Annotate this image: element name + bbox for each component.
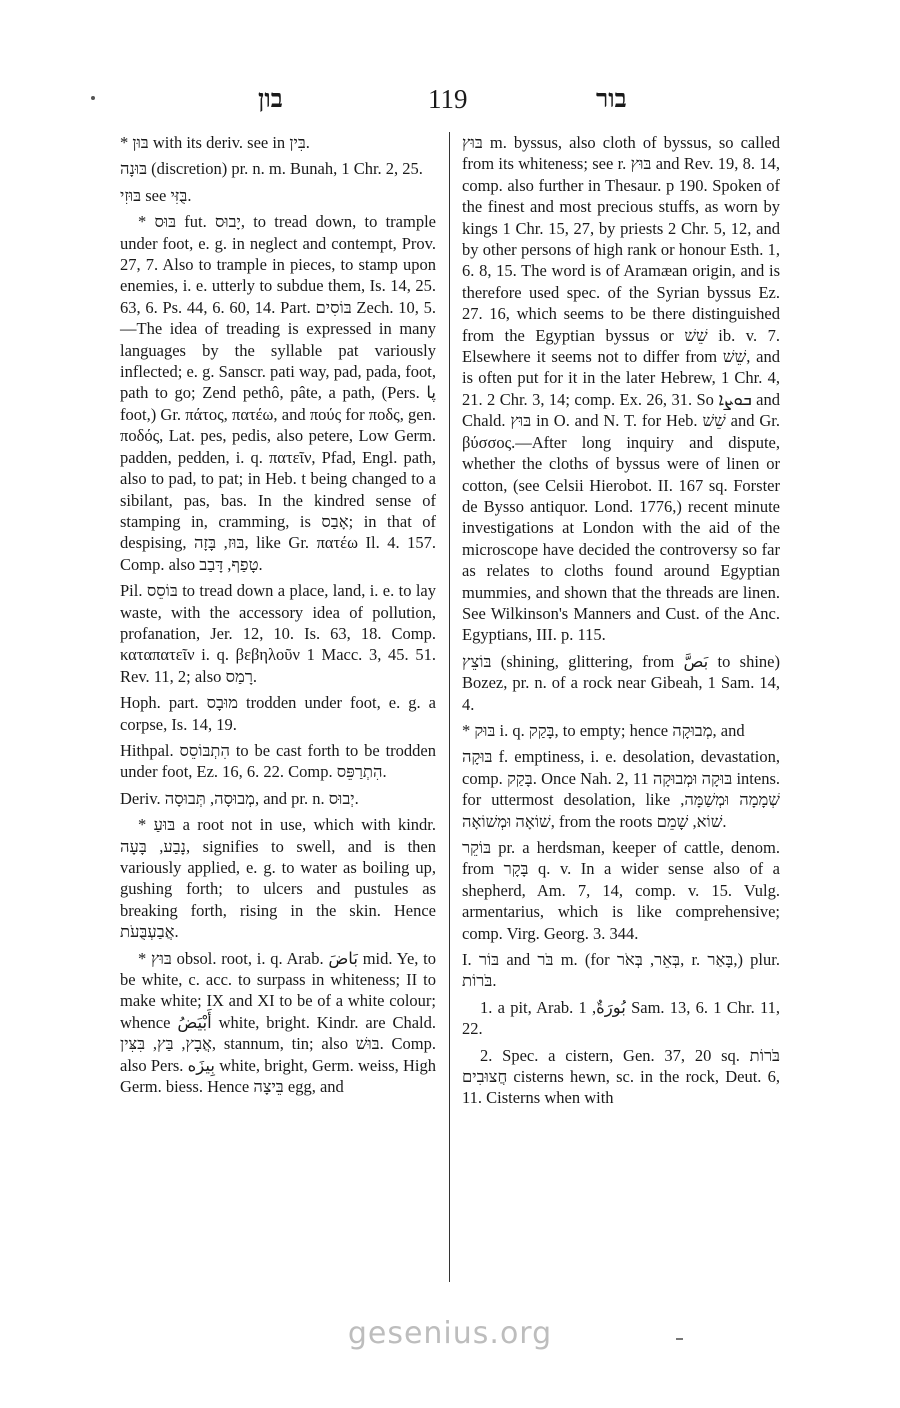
running-head-left: בון (258, 86, 283, 113)
entry-bun: * בּוּן with its deriv. see in בִּין. (120, 133, 310, 152)
entry-bua: * בּוּעַ a root not in use, which with kindr. נָבַע, בָּעָה, signifies to swell, and is then variously applied, e. g. to water as boiling up, gushing forth; to ulcers and pustules as breaking forth, rising in the skin. Hence אֲבַעְבֻּעֹת. (120, 815, 436, 942)
page-number: 119 (428, 84, 468, 114)
margin-dash (676, 1338, 683, 1340)
running-head-right: בור (596, 86, 627, 113)
entry-buq: * בּוּק i. q. בָּקַק, to empty; hence מְבוּקָה, and (462, 720, 745, 740)
page-header (0, 82, 900, 122)
entry-bus-hoph: Hoph. part. מוּבָס trodden under foot, e. g. a corpse, Is. 14, 19. (120, 693, 436, 734)
entry-boqer: בּוֹקֵר pr. a herdsman, keeper of cattle, denom. from בָּקָר q. v. In a wider sense also of a shepherd, Am. 7, 14, comp. v. 15. Vulg. armentarius, which is like comprehensive; comp. Virg. Georg. 3. 344. (462, 838, 780, 943)
entry-buzzi: בּוּזִי see בֻּזִּי. (120, 185, 192, 205)
entry-bor-sense-2: 2. Spec. a cistern, Gen. 37, 20 sq. בֹּרוֹת חֲצוּבִים cisterns hewn, sc. in the rock, Deut. 6, 11. Cisterns when with (462, 1045, 780, 1108)
site-watermark: gesenius.org (347, 1316, 553, 1351)
entry-buts-root: * בּוּץ obsol. root, i. q. Arab. بَاضَ mid. Ye, to be white, c. acc. to surpass in whiteness; II to make white; IX and XI to be of a white colour; whence أَبْيَضُ white, bright. Kindr. are Chald. אֲבָץ, בַּץ, בִּצִּין, stannum, tin; also בּוּשׁ. Comp. also Pers. بِيزَه white, bright, Germ. weiss, High Germ. biess. Hence בֵּיצָה egg, and (120, 948, 436, 1097)
entry-bus-hithpal: Hithpal. הִתְבּוֹסֵס to be cast forth to be trodden under foot, Ez. 16, 6. 22. Comp. הִתְרַפֵּס. (120, 740, 436, 782)
entry-bus: * בּוּס fut. יָבוּס, to tread down, to trample under foot, e. g. in neglect and contempt, Prov. 27, 7. Also to trample in pieces, to stamp upon enemies, i. e. utterly to subdue them, Is. 14, 25. 63, 6. Ps. 44, 6. 60, 14. Part. בּוֹסִים Zech. 10, 5.—The idea of treading is expressed in many languages by the syllable pat variously inflected; e. g. Sanscr. pati way, pad, pada, foot, path to go; Zend pethô, pâte, a path, (Pers. پا foot,) Gr. πάτος, πατέω, and πούς for ποδς, gen. ποδός, Lat. pes, pedis, also petere, Low Germ. padden, pedden, i. q. πατεῖν, Pfad, Engl. path, also to pad, to pat; in Heb. t being changed to a sibilant, pas, bas. In the kindred sense of stamping in, cramming, is אָבַס; in that of despising, בּוּז, בָּזָה, like Gr. πατέω Il. 4. 157. Comp. also טָפַף, דָּבַב. (120, 212, 437, 574)
entry-buqah: בּוּקָה f. emptiness, i. e. desolation, devastation, comp. בָּקַק. Once Nah. 2, 11 בּוּקָה וּמְבוּקָה intens. for uttermost desolation, like שְׁמָמָה וּמְשַׁמָּה, שׁוֹאָה וּמְשׁוֹאָה, from the roots שׁוֹא, שָׁמֵם. (462, 747, 780, 831)
entry-buts-byssus: בּוּץ m. byssus, also cloth of byssus, so called from its whiteness; see r. בּוּץ and Rev. 19, 8. 14, comp. also further in Thesaur. p 190. Spoken of the finest and most precious stuffs, as worn by kings 1 Chr. 15, 27, by priests 2 Chr. 5, 12, and by other persons of high rank or honour Esth. 1, 6. 8, 15. The word is of Aramæan origin, and is therefore used spec. of the Syrian byssus Ez. 27. 16, which seems to be there distinguished from the Egyptian byssus or שֵׁשׁ ib. v. 7. Elsewhere it seems not to differ from שֵׁשׁ, and is often put for it in the later Hebrew, 1 Chr. 4, 21. 2 Chr. 3, 14; comp. Ex. 26, 31. So ܒܘܨܐ and Chald. בּוּץ in O. and N. T. for Heb. שֵׁשׁ and Gr. βύσσος.—After long inquiry and dispute, whether the cloths of byssus were of linen or cotton, (see Celsii Hierobot. II. 167 sq. Forster de Bysso antiquor. Lond. 1776,) recent minute investigations at London with the aid of the microscope have decided the controversy so far as relates to cloths found around Egyptian mummies, and shown that the threads are linen. See Wilkinson's Manners and Cust. of the Anc. Egyptians, III. p. 115. (462, 133, 781, 645)
entry-bus-pil: Pil. בּוֹסֵס to tread down a place, land, i. e. to lay waste, with the accessory idea of pollution, profanation, Jer. 12, 10. Is. 63, 18. Comp. καταπατεῖν i. q. βεβηλοῦν 1 Macc. 3, 45. 51. Rev. 11, 2; also רָמַס. (120, 581, 436, 686)
entry-bor-sense-1: 1. a pit, Arab. بُورَةٌ, 1 Sam. 13, 6. 1 Chr. 11, 22. (462, 997, 780, 1039)
left-column (120, 132, 436, 1102)
right-column (462, 132, 780, 1114)
column-rule (449, 132, 450, 1282)
entry-bor: I. בּוֹר and בֹּר m. (for בְּאֵר, בְּאֹר, r. בָּאַר,) plur. בֹּרוֹת. (462, 950, 780, 991)
entry-bunah: בּוּנָה (discretion) pr. n. m. Bunah, 1 Chr. 2, 25. (120, 159, 423, 179)
entry-bus-deriv: Deriv. מְבוּסָה, תְּבוּסָה, and pr. n. יְבוּס. (120, 788, 359, 808)
entry-bozez: בּוֹצֵץ (shining, glittering, from بَصَّ to shine) Bozez, pr. n. of a rock near Gibeah, 1 Sam. 14, 4. (462, 651, 780, 714)
